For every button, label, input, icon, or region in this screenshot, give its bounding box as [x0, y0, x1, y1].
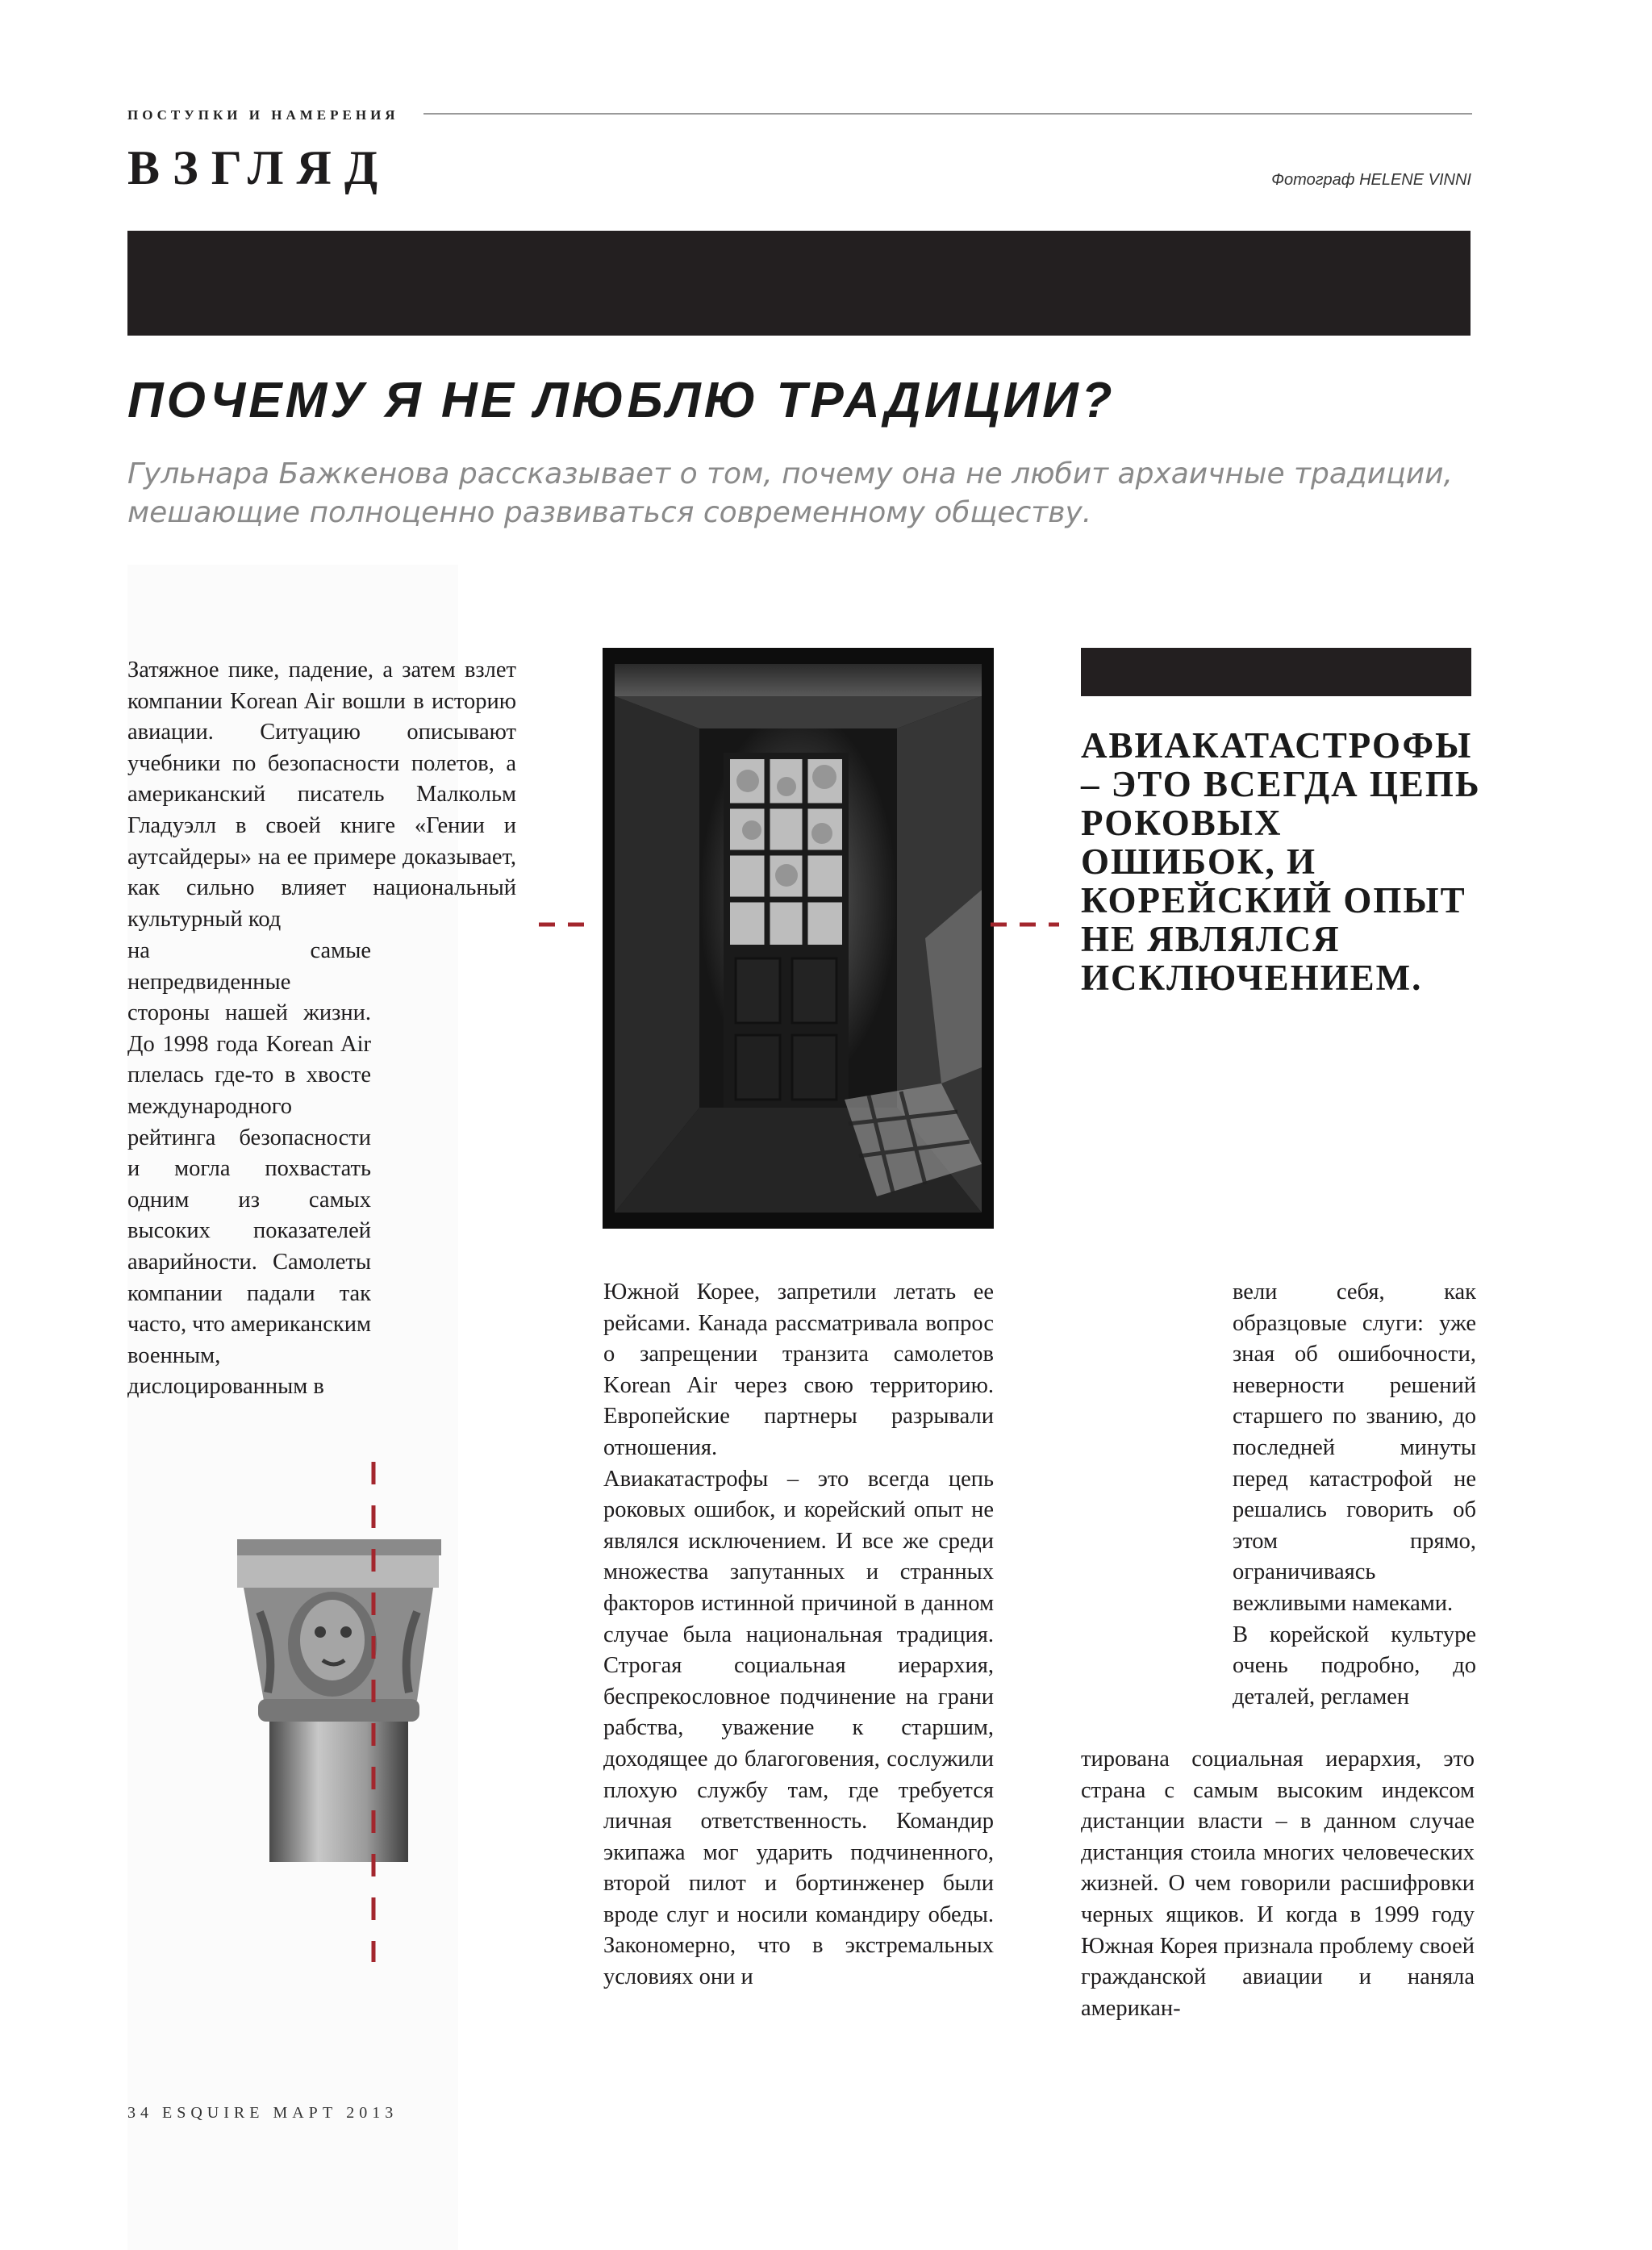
header-black-bar	[127, 231, 1471, 336]
body-column-3-paragraph-1: вели себя, как образцовые слуги: уже зная об ошибочности, неверности решений старшего по званию, до последней минуты перед катастрофой не решались говорить об этом прямо, ограничиваясь вежливыми намеками.	[1233, 1279, 1476, 1616]
pull-quote: АВИАКАТАСТРОФЫ – ЭТО ВСЕГДА ЦЕПЬ РОКОВЫХ ОШИБОК, И КОРЕЙСКИЙ ОПЫТ НЕ ЯВЛЯЛСЯ ИСКЛЮЧЕНИЕМ.	[1081, 725, 1481, 998]
body-column-2-paragraph-2: Авиакатастрофы – это всегда цепь роковых ошибок, и корейский опыт не являлся исключением. И все же среди множества запутанных и странных факторов истинной причиной в данном случае была национальная традиция. Строгая социальная иерархия, беспрекословное подчинение на грани рабства, уважение к старшим, доходящее до благоговения, сослужили плохую службу там, где требуется личная ответственность. Командир экипажа мог ударить подчиненного, второй пилот и бортинженер были вроде слуг и носили командиру обеды. Закономерно, что в экстремальных условиях они и	[603, 1466, 994, 1990]
article-standfirst: Гульнара Бажкенова рассказывает о том, почему она не любит архаичные традиции, мешающие полноценно развиваться современному обществу.	[127, 457, 1453, 529]
window-photo	[603, 648, 994, 1229]
pull-quote-bar	[1081, 648, 1471, 696]
column-capital-photo	[236, 1539, 441, 1862]
red-dashed-line-right	[991, 922, 1059, 927]
body-column-2	[603, 1277, 994, 1993]
window-photo-illustration	[603, 648, 994, 1229]
photo-credit: Фотограф HELENE VINNI	[1271, 171, 1471, 189]
red-dashed-line-left	[539, 922, 590, 927]
body-column-3-bottom: тирована социальная иерархия, это страна с самым высоким индексом дистанции власти – в данном случае дистанция стоила многих человеческих жизней. О чем говорили расшифровки черных ящиков. И когда в 1999 году Южная Корея признала проблему своей гражданской авиации и наняла американ-	[1081, 1747, 1475, 2021]
column-capital-illustration	[236, 1539, 441, 1862]
red-dashed-line-vertical	[370, 1462, 377, 1962]
body-column-2-paragraph-1: Южной Корее, запретили летать ее рейсами. Канада рассматривала вопрос о запрещении транзита самолетов Korean Air через свою территорию. Европейские партнеры разрывали отношения.	[603, 1279, 994, 1460]
page-folio: 34 ESQUIRE МАРТ 2013	[127, 2104, 398, 2122]
article-headline: ПОЧЕМУ Я НЕ ЛЮБЛЮ ТРАДИЦИИ?	[127, 373, 1116, 428]
body-column-1-bottom: на самые непредвиденные стороны нашей жизни. До 1998 года Korean Air плелась где-то в хвосте международного рейтинга безопасности и могла похвастать одним из самых высоких показателей аварийности. Самолеты компании падали так часто, что американским военным, дислоцированным в	[127, 938, 371, 1400]
section-title: ВЗГЛЯД	[127, 141, 391, 194]
body-column-1-top: Затяжное пике, падение, а затем взлет компании Korean Air вошли в историю авиации. Ситуацию описывают учебники по безопасности полетов, а американский писатель Малкольм Гладуэлл в своей книге «Гении и аутсайдеры» на ее примере доказывает, как сильно влияет национальный культурный код	[127, 657, 516, 932]
body-column-3-top	[1233, 1277, 1476, 1713]
section-label: ПОСТУПКИ И НАМЕРЕНИЯ	[127, 107, 399, 123]
body-column-3-paragraph-2-start: В корейской культуре очень подробно, до деталей, регламен	[1233, 1622, 1476, 1709]
section-divider	[423, 113, 1472, 115]
